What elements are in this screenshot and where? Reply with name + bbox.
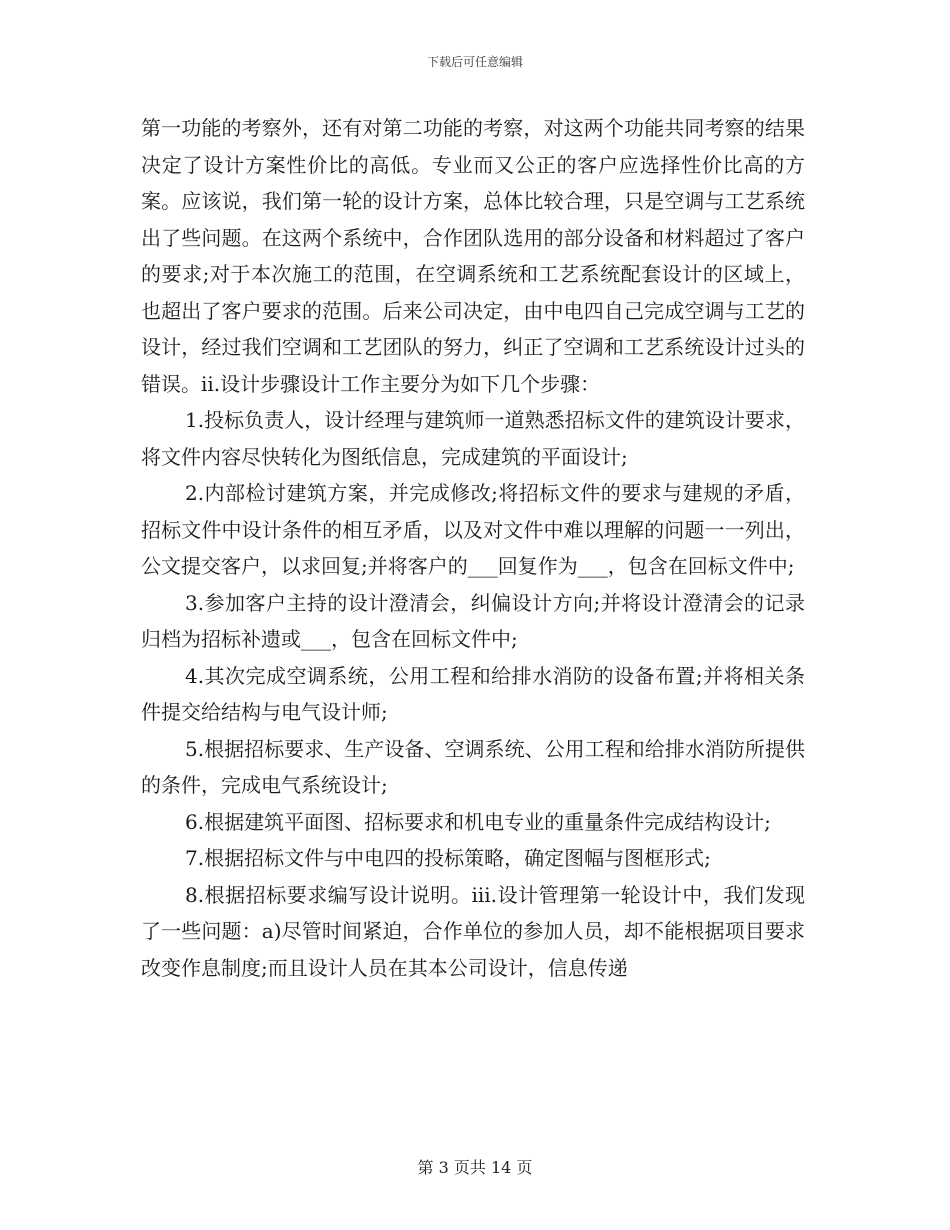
page-header: 下载后可任意编辑 [426, 55, 523, 69]
document-body [141, 110, 805, 986]
paragraph-step-6: 6.根据建筑平面图、招标要求和机电专业的重量条件完成结构设计; [185, 809, 771, 834]
paragraph-step-7: 7.根据招标文件与中电四的投标策略，确定图幅与图框形式; [185, 846, 711, 870]
paragraph-step-3: 3.参加客户主持的设计澄清会，纠偏设计方向;并将设计澄清会的记录归档为招标补遗或___，包含在回标文件中; [141, 590, 805, 651]
paragraph-step-4: 4.其次完成空调系统，公用工程和给排水消防的设备布置;并将相关条件提交给结构与电气设计师; [141, 663, 805, 724]
paragraph-step-8: 8.根据招标要求编写设计说明。iii.设计管理第一轮设计中，我们发现了一些问题：a)尽管时间紧迫，合作单位的参加人员，却不能根据项目要求改变作息制度;而且设计人员在其本公司设计，信息传递 [141, 882, 805, 980]
page-footer: 第 3 页共 14 页 [417, 1158, 533, 1177]
paragraph-step-5: 5.根据招标要求、生产设备、空调系统、公用工程和给排水消防所提供的条件，完成电气系统设计; [141, 736, 805, 797]
paragraph-intro: 第一功能的考察外，还有对第二功能的考察，对这两个功能共同考察的结果决定了设计方案性价比的高低。专业而又公正的客户应选择性价比高的方案。应该说，我们第一轮的设计方案，总体比较合理，只是空调与工艺系统出了些问题。在这两个系统中，合作团队选用的部分设备和材料超过了客户的要求;对于本次施工的范围，在空调系统和工艺系统配套设计的区域上，也超出了客户要求的范围。后来公司决定，由中电四自己完成空调与工艺的设计，经过我们空调和工艺团队的努力，纠正了空调和工艺系统设计过头的错误。ii.设计步骤设计工作主要分为如下几个步骤： [141, 116, 805, 396]
paragraph-step-2: 2.内部检讨建筑方案，并完成修改;将招标文件的要求与建规的矛盾，招标文件中设计条件的相互矛盾，以及对文件中难以理解的问题一一列出，公文提交客户，以求回复;并将客户的___回复作为___，包含在回标文件中; [141, 481, 805, 578]
paragraph-step-1: 1.投标负责人，设计经理与建筑师一道熟悉招标文件的建筑设计要求，将文件内容尽快转化为图纸信息，完成建筑的平面设计; [141, 408, 805, 469]
